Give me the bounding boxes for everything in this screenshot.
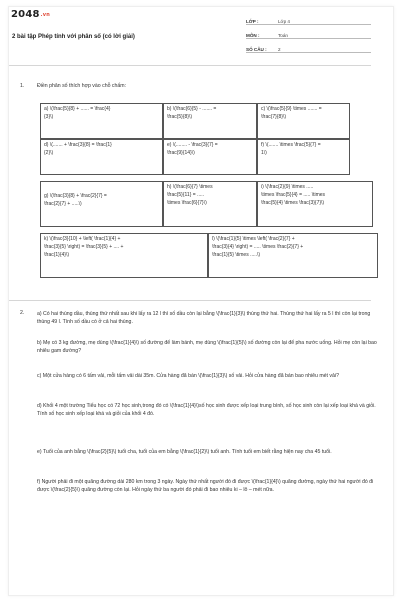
section-divider bbox=[9, 300, 371, 301]
q1-cell-i: i) \(\frac{2}{9} \times ..... \times \frac{5}{4} = ..... \times \frac{5}{4} \times \frac{3}{7}\) bbox=[257, 181, 373, 227]
q2-item-e: e) Tuổi của anh bằng \(\frac{2}{5}\) tuổi cha, tuổi của em bằng \(\frac{1}{2}\) tuổi anh. Tính tuổi em biết rằng hiện nay cha 45 tuổi. bbox=[37, 449, 332, 455]
q2-item-c: c) Một cửa hàng có 6 tấm vải, mỗi tấm vải dài 35m. Cửa hàng đã bán \(\frac{1}{3}\) số vải. Hỏi cửa hàng đã bán bao nhiêu mét vải? bbox=[37, 373, 339, 379]
logo-suffix: .vn bbox=[40, 12, 50, 18]
meta-block bbox=[246, 14, 371, 56]
q1-cell-h: h) \(\frac{6}{7} \times \frac{5}{11} = ..... \times \frac{6}{7}\) bbox=[163, 181, 257, 227]
q2-item-b: b) Mẹ có 3 kg đường, mẹ dùng \(\frac{1}{4}\) số đường để làm bánh, mẹ dùng \(\frac{1}{5}\) số đường còn lại để pha nước uống. Hỏi mẹ còn lại bao nhiêu gam đường? bbox=[37, 340, 377, 355]
meta-count-row bbox=[246, 42, 371, 53]
q2-item-d: d) Khối 4 một trường Tiểu học có 72 học sinh,trong đó có \(\frac{1}{4}\)số học sinh được xếp loại trung bình, số học sinh còn lại xếp loại khá và giỏi. Tính số học sinh xếp loại khá và giỏi của khối 4 đó. bbox=[37, 403, 376, 418]
meta-subject-value: Toán bbox=[278, 33, 288, 38]
header-divider bbox=[9, 65, 371, 66]
q1-cell-c: c) \(\frac{5}{9} \times ....... = \frac{7}{8}\) bbox=[257, 103, 350, 139]
meta-subject-row bbox=[246, 28, 371, 39]
q1-cell-l: l) \(\frac{1}{5} \times \left( \frac{2}{7} + \frac{3}{4} \right) = ..... \times \frac{2}{7} + \frac{1}{5} \times .....\) bbox=[208, 233, 378, 278]
q1-cell-e: e) \(........ - \frac{3}{7} = \frac{9}{14}\) bbox=[163, 139, 257, 175]
q2-item-a: a) Có hai thùng dầu, thùng thứ nhất sau khi lấy ra 12 l thì số dầu còn lại bằng \(\frac{1}{3}\) thùng thứ hai. Thùng thứ hai lấy ra 5 l thì còn lại trong thùng 49 l. Tính số dầu có ở cả hai thùng. bbox=[37, 311, 371, 326]
q1-cell-f: f) \(....... \times \frac{5}{7} = 1\) bbox=[257, 139, 350, 175]
q1-cell-k: k) \(\frac{3}{10} + \left( \frac{1}{4} + \frac{3}{5} \right) = \frac{3}{5} + .... + \frac{1}{4}\) bbox=[40, 233, 208, 278]
q1-cell-d: d) \(....... + \frac{3}{8} = \frac{1} {2}\) bbox=[40, 139, 163, 175]
question-1-heading: Điền phân số thích hợp vào chỗ chấm: bbox=[37, 83, 127, 89]
meta-count-value: 2 bbox=[278, 47, 281, 52]
meta-subject-label: MÔN : bbox=[246, 33, 260, 38]
question-2-number: 2. bbox=[20, 310, 25, 316]
q1-cell-a: a) \(\frac{5}{8} + ...... = \frac{4} {3}\) bbox=[40, 103, 163, 139]
meta-grade-row bbox=[246, 14, 371, 25]
meta-grade-value: Lớp 4 bbox=[278, 19, 290, 24]
worksheet-title: 2 bài tập Phép tính với phân số (có lời giải) bbox=[12, 34, 135, 40]
meta-grade-label: LỚP : bbox=[246, 19, 259, 24]
q1-cell-g: g) \(\frac{3}{8} + \frac{2}{7} = \frac{2}{7} + .....\) bbox=[40, 181, 163, 227]
worksheet-page bbox=[8, 6, 394, 596]
question-1-number: 1. bbox=[20, 83, 25, 89]
meta-count-label: SỐ CÂU : bbox=[246, 47, 267, 52]
q1-cell-b: b) \(\frac{6}{5} - ....... = \frac{5}{8}\) bbox=[163, 103, 257, 139]
site-logo[interactable] bbox=[11, 9, 50, 20]
q2-item-f: f) Người phải đi một quãng đường dài 280 km trong 3 ngày. Ngày thứ nhất người đó đi được \(\frac{1}{4}\) quãng đường, ngày thứ hai người đó đi được \(\frac{2}{5}\) quãng đường còn lại. Hỏi ngày thứ ba người đó phải đi bao nhiêu ki – lô – mét nữa. bbox=[37, 479, 374, 494]
logo-main: 2048 bbox=[11, 9, 40, 20]
